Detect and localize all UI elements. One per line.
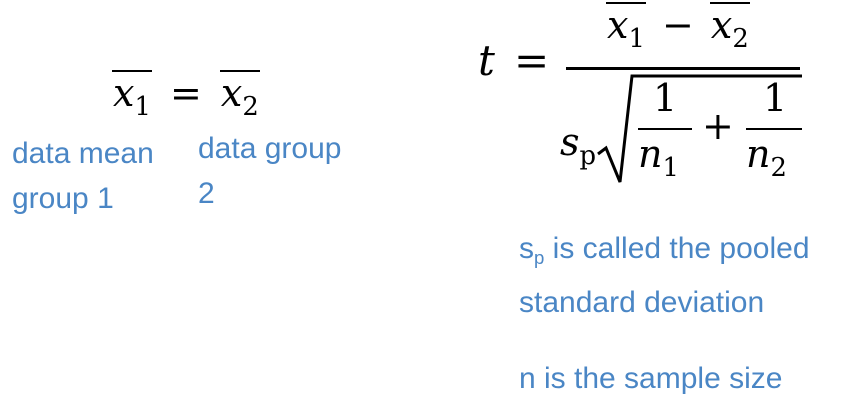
n2-denominator: $n_2$: [746, 132, 787, 184]
plus-sign: +: [702, 104, 734, 148]
t-numerator: [606, 2, 750, 53]
label-group-2: [198, 126, 341, 216]
pooled-sd-note-line1: sp is called the pooled: [519, 232, 810, 268]
label-group-1-line2: group 1: [12, 182, 114, 215]
numerator-mean-2: $x_2$: [710, 3, 749, 55]
label-group-2-line1: data group: [198, 132, 342, 165]
t-equals: =: [514, 36, 550, 85]
main-fraction-bar: [566, 67, 800, 70]
means-equality: [112, 70, 260, 121]
equals-sign: =: [169, 71, 202, 115]
pooled-sd-note: [519, 226, 810, 325]
pooled-sd-note-line2: standard deviation: [519, 285, 765, 319]
one-numerator-2: 1: [763, 76, 788, 120]
label-group-1: [12, 131, 154, 221]
mean-group-1: $x_1$: [113, 71, 151, 123]
fraction-bar-1: [638, 128, 692, 130]
fraction-bar-2: [746, 128, 802, 130]
label-group-1-line1: data mean: [12, 137, 154, 170]
mean-group-2: $x_2$: [220, 71, 259, 123]
minus-sign: −: [661, 3, 694, 47]
one-numerator-1: 1: [653, 76, 678, 120]
sample-size-note: n is the sample size: [519, 362, 783, 395]
t-variable: t: [478, 36, 495, 85]
label-group-2-line2: 2: [198, 177, 215, 210]
numerator-mean-1: $x_1$: [607, 3, 645, 55]
pooled-sd-symbol: $s_p$: [560, 120, 597, 172]
n1-denominator: $n_1$: [638, 132, 679, 184]
